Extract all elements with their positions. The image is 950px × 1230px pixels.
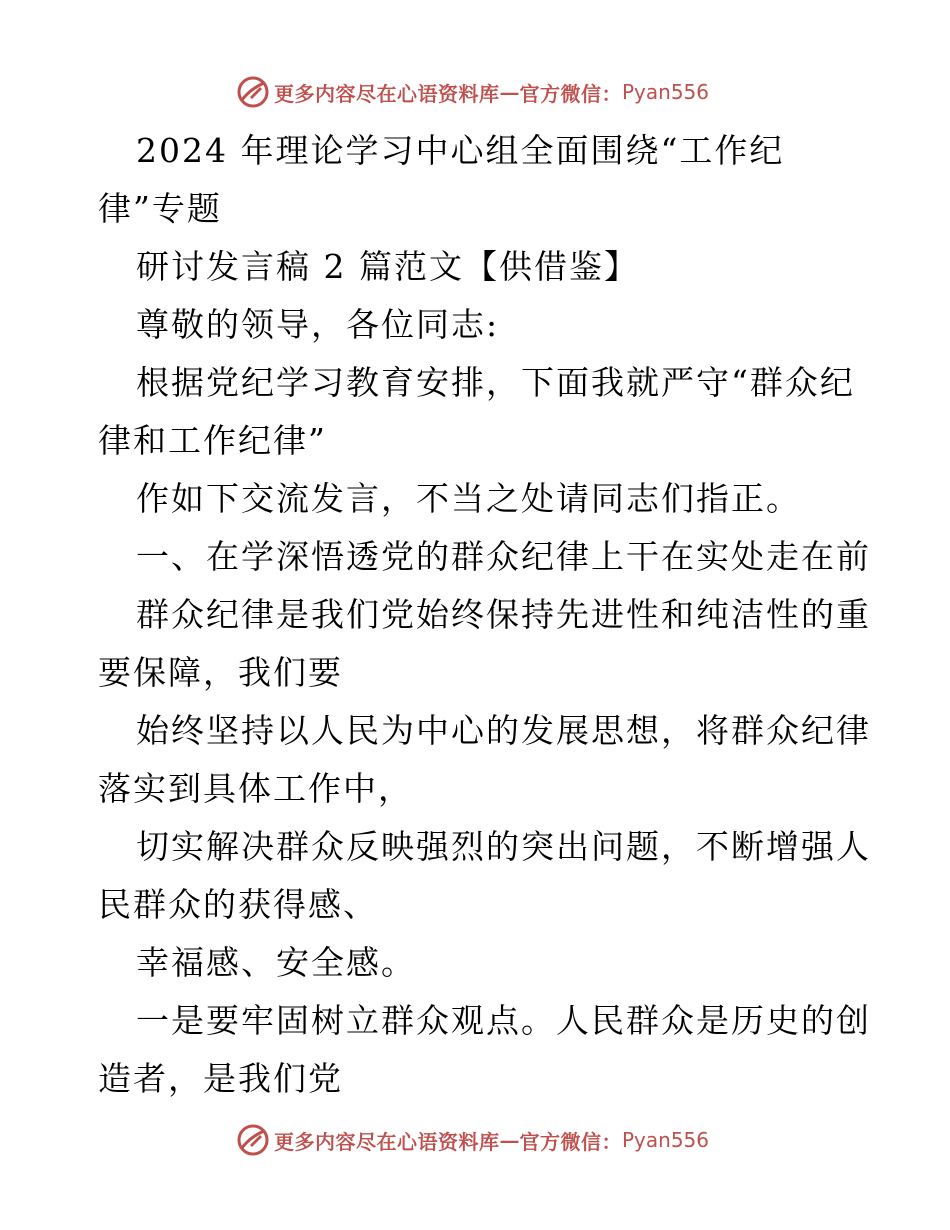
section-heading: 一、在学深悟透党的群众纪律上干在实处走在前 bbox=[136, 537, 871, 576]
paragraph-line: 幸福感、安全感。 bbox=[136, 943, 416, 982]
title-line-1: 2024 年理论学习中心组全面围绕“工作纪 bbox=[136, 131, 785, 170]
paragraph-line: 始终坚持以人民为中心的发展思想，将群众纪律 bbox=[136, 711, 871, 750]
salutation: 尊敬的领导，各位同志: bbox=[136, 305, 500, 344]
banner-separator: — bbox=[499, 80, 520, 104]
banner-main-text: 更多内容尽在心语资料库 bbox=[274, 1129, 500, 1154]
footer-banner bbox=[236, 1120, 709, 1160]
banner-wechat-id: Pyan556 bbox=[622, 1128, 710, 1152]
paragraph-line: 民群众的获得感、 bbox=[98, 885, 378, 924]
banner-main-text: 更多内容尽在心语资料库 bbox=[274, 81, 500, 106]
paragraph-line: 作如下交流发言，不当之处请同志们指正。 bbox=[136, 479, 801, 518]
paragraph-line: 切实解决群众反映强烈的突出问题，不断增强人 bbox=[136, 827, 871, 866]
banner-wechat-label: 官方微信： bbox=[519, 1129, 622, 1154]
title-line-2: 律”专题 bbox=[98, 189, 222, 228]
document-body bbox=[98, 122, 871, 1108]
pen-logo-icon bbox=[236, 1123, 270, 1157]
header-banner bbox=[236, 72, 709, 112]
banner-separator: — bbox=[499, 1128, 520, 1152]
paragraph-line: 根据党纪学习教育安排，下面我就严守“群众纪 bbox=[136, 363, 855, 402]
pen-logo-icon bbox=[236, 75, 270, 109]
title-line-3: 研讨发言稿 2 篇范文【供借鉴】 bbox=[136, 247, 639, 286]
banner-wechat-label: 官方微信： bbox=[519, 81, 622, 106]
paragraph-line: 落实到具体工作中， bbox=[98, 769, 413, 808]
paragraph-line: 一是要牢固树立群众观点。人民群众是历史的创 bbox=[136, 1001, 871, 1040]
paragraph-line: 造者，是我们党 bbox=[98, 1059, 343, 1098]
banner-wechat-id: Pyan556 bbox=[622, 80, 710, 104]
paragraph-line: 群众纪律是我们党始终保持先进性和纯洁性的重 bbox=[136, 595, 871, 634]
paragraph-line: 要保障，我们要 bbox=[98, 653, 343, 692]
paragraph-line: 律和工作纪律” bbox=[98, 421, 327, 460]
